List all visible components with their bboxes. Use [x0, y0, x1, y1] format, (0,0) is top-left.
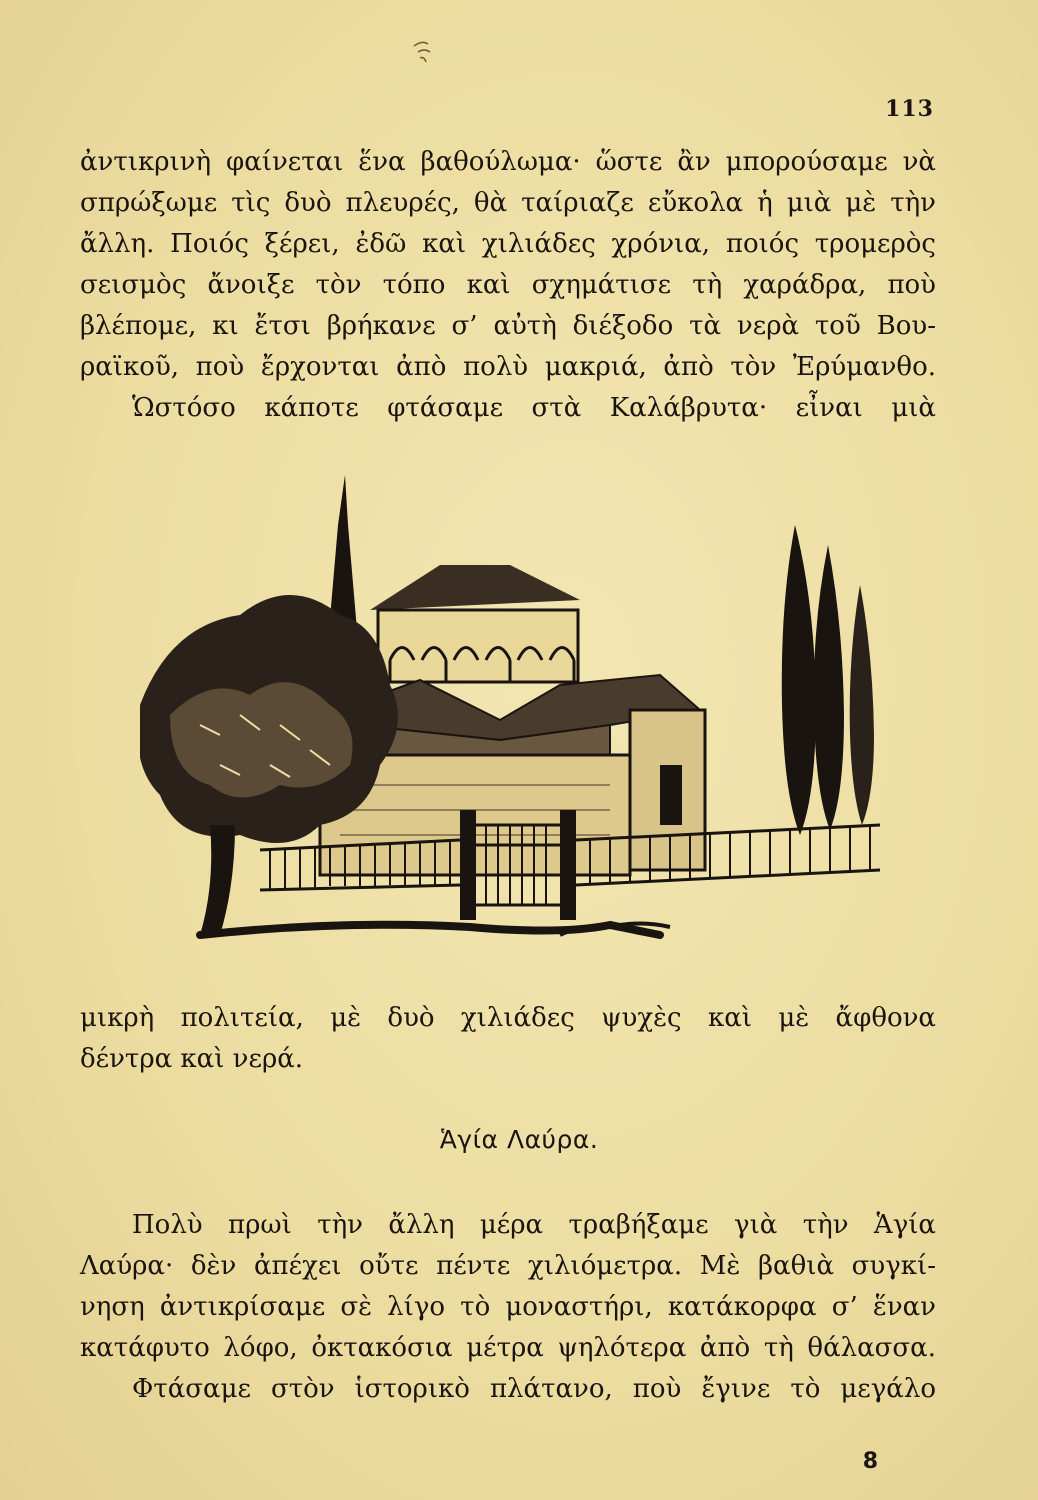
church-drum	[370, 565, 580, 682]
paragraph-top	[80, 142, 936, 429]
text-line: ἀντικρινὴ φαίνεται ἕνα βαθούλωμα· ὥστε ἂν μπορούσαμε νὰ	[80, 147, 936, 177]
text-line: Πολὺ πρωὶ τὴν ἄλλη μέρα τραβήξαμε γιὰ τὴν Ἁγία	[132, 1210, 936, 1240]
page-number: 113	[885, 96, 934, 122]
paragraph-mid	[80, 998, 936, 1080]
text-line: δέντρα καὶ νερά.	[80, 1044, 304, 1074]
text-line: βλέπομε, κι ἔτσι βρήκανε σ’ αὐτὴ διέξοδο τὰ νερὰ τοῦ Βου-	[80, 311, 936, 341]
text-line: μικρὴ πολιτεία, μὲ δυὸ χιλιάδες ψυχὲς καὶ μὲ ἄφθονα	[80, 1003, 936, 1033]
cypress-right	[782, 525, 874, 835]
text-line: Ὡστόσο κάποτε φτάσαμε στὰ Καλάβρυτα· εἶναι μιὰ	[132, 393, 936, 423]
text-line: Λαύρα· δὲν ἀπέχει οὔτε πέντε χιλιόμετρα. Μὲ βαθιὰ συγκί-	[80, 1251, 936, 1281]
section-heading: Ἁγία Λαύρα.	[439, 1125, 599, 1154]
church-illustration	[140, 465, 900, 975]
text-line: ραϊκοῦ, ποὺ ἔρχονται ἀπὸ πολὺ μακριά, ἀπὸ τὸν Ἐρύμανθο.	[80, 352, 936, 382]
text-line: ἄλλη. Ποιός ξέρει, ἐδῶ καὶ χιλιάδες χρόνια, ποιός τρομερὸς	[80, 229, 936, 259]
text-line: σπρώξωμε τὶς δυὸ πλευρές, θὰ ταίριαζε εὔκολα ἡ μιὰ μὲ τὴν	[80, 188, 936, 218]
text-line: Φτάσαμε στὸν ἱστορικὸ πλάτανο, ποὺ ἔγινε τὸ μεγάλο	[132, 1374, 936, 1404]
printer-signature: 8	[862, 1449, 878, 1474]
text-line: κατάφυτο λόφο, ὀκτακόσια μέτρα ψηλότερα ἀπὸ τὴ θάλασσα.	[80, 1333, 936, 1363]
text-line: νηση ἀντικρίσαμε σὲ λίγο τὸ μοναστήρι, κατάκορφα σ’ ἕναν	[80, 1292, 936, 1322]
text-line: σεισμὸς ἄνοιξε τὸν τόπο καὶ σχημάτισε τὴ χαράδρα, ποὺ	[80, 270, 936, 300]
paragraph-bottom	[80, 1205, 936, 1410]
pencil-mark-icon	[408, 38, 438, 68]
